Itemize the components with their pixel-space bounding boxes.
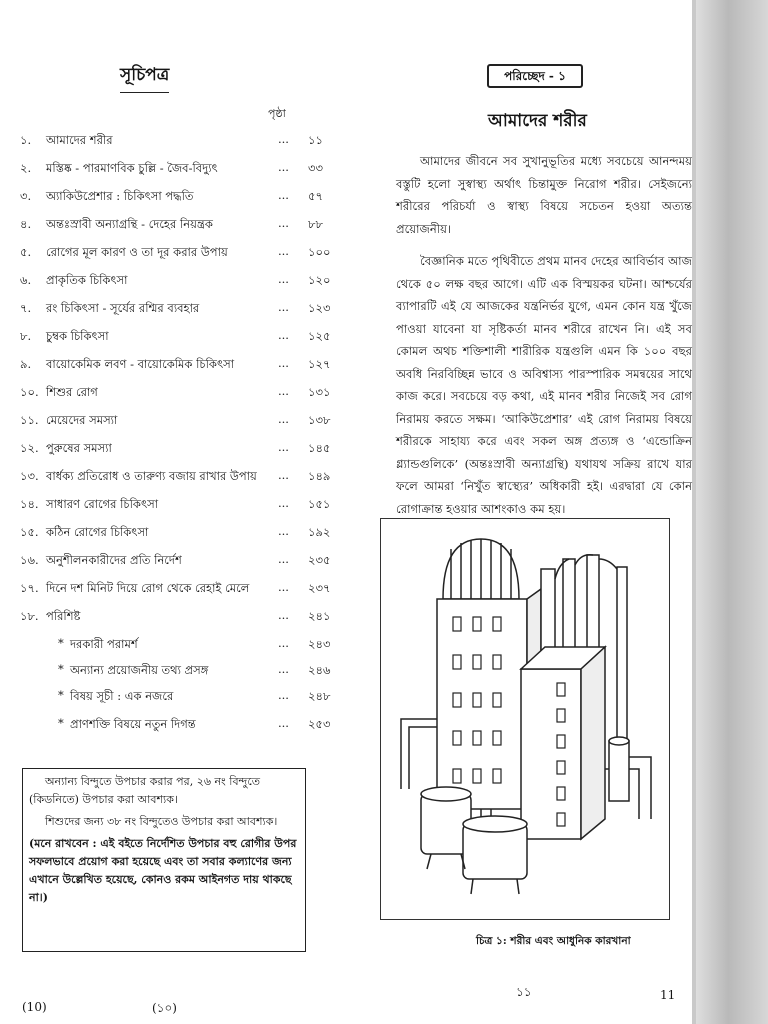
toc-entry-number: *: [58, 662, 64, 676]
toc-entry-number: ১২.: [20, 441, 39, 455]
toc-entry-page: ২৩৫: [308, 553, 331, 567]
toc-entry-title: বায়োকেমিক লবণ - বায়োকেমিক চিকিৎসা: [46, 357, 235, 371]
toc-entry-leader: ...: [278, 552, 289, 566]
toc-entry-number: ১৭.: [20, 581, 39, 595]
toc-entry-title: অন্যান্য প্রয়োজনীয় তথ্য প্রসঙ্গ: [70, 663, 209, 677]
toc-entry-title: আমাদের শরীর: [46, 133, 113, 147]
toc-entry-number: ৯.: [20, 357, 32, 371]
toc-entry: [20, 384, 331, 404]
toc-entry-page: ২৪৮: [308, 689, 331, 703]
chapter-title: আমাদের শরীর: [488, 111, 587, 131]
toc-entry-leader: ...: [278, 272, 289, 286]
toc-entry-title: বিষয় সূচী : এক নজরে: [70, 689, 174, 703]
toc-entry-number: ১৮.: [20, 609, 39, 623]
toc-entry-number: ১৪.: [20, 497, 39, 511]
chapter-para-2: বৈজ্ঞানিক মতে পৃথিবীতে প্রথম মানব দেহের আবির্ভাব আজ থেকে ৫০ লক্ষ বছর আগে। এটি এক বিস্ময়কর ঘটনা। আশ্চর্যের ব্যাপারটি এই যে আজকের যন্ত্রনির্ভর যুগে, এমন কোন যন্ত্র খুঁজে পাওয়া যাবেনা যা সৃষ্টিকর্তা মানব শরীরে রাখেন নি। এই সব কোমল অথচ শক্তিশালী শারীরিক যন্ত্রগুলি এমন কি ১০০ বছর অবধি নিরবিচ্ছিন্ন ভাবে ও অবিশ্বাস্য পারস্পারিক সমন্বয়ের সাথে কাজ করে। সবচেয়ে বড় কথা, এই মানব শরীর নিজেই সব রোগ নিরাময় করতে সক্ষম। ‘আকিউপ্রেশার’ এই রোগ নিরাময় বিষয়ে শরীরকে সাহায্য করে এবং সকল অঙ্গ প্রত্যঙ্গ ও ‘এন্ডোক্রিন গ্ল্যান্ডগুলিকে’ (অন্তঃস্রাবী অন্যাগ্রন্থি) যথাযথ সক্রিয় রাখে যার ফলে আমরা ‘নিখুঁত স্বাস্থ্যের’ অধিকারী হই। এরদ্বারা যে কোন রোগাক্রান্ত হওয়ার আশংকাও কম হয়।: [396, 254, 692, 516]
toc-entry-page: ১৩১: [308, 385, 331, 399]
toc-entry-leader: ...: [278, 216, 289, 230]
figure-caption: চিত্র ১: শরীর এবং আধুনিক কারখানা: [476, 935, 631, 947]
toc-entry-number: *: [58, 716, 64, 730]
toc-entry-title: চুম্বক চিকিৎসা: [46, 329, 109, 343]
toc-entry: [20, 244, 331, 264]
page-edge: [696, 0, 768, 1024]
toc-entry-leader: ...: [278, 524, 289, 538]
toc-list: [20, 132, 331, 762]
toc-entry-title: মেয়েদের সমস্যা: [46, 413, 118, 427]
toc-entry-title: সাধারণ রোগের চিকিৎসা: [46, 497, 159, 511]
toc-entry-number: ২.: [20, 161, 32, 175]
toc-entry-leader: ...: [278, 468, 289, 482]
toc-entry-number: ১.: [20, 133, 32, 147]
footer-left-bengali: (১০): [152, 1001, 177, 1015]
toc-entry-leader: ...: [278, 188, 289, 202]
toc-entry-title: প্রাণশক্তি বিষয়ে নতুন দিগন্ত: [70, 717, 196, 731]
toc-entry: [20, 356, 331, 376]
toc-entry-page: ১৩৮: [308, 413, 331, 427]
toc-entry-title: দরকারী পরামর্শ: [70, 637, 138, 651]
toc-entry-number: ৭.: [20, 301, 32, 315]
footer-right-arabic: 11: [660, 988, 676, 1002]
toc-entry-page: ১২৭: [308, 357, 331, 371]
toc-entry: [20, 636, 331, 656]
toc-entry-leader: ...: [278, 384, 289, 398]
toc-entry: [20, 412, 331, 432]
toc-entry-title: অন্তঃস্রাবী অন্যাগ্রন্থি - দেহের নিয়ন্ত্রক: [46, 217, 213, 231]
toc-entry-leader: ...: [278, 300, 289, 314]
toc-entry-page: ১৪৯: [308, 469, 331, 483]
footer-right-bengali: ১১: [516, 985, 532, 999]
toc-entry-leader: ...: [278, 132, 289, 146]
toc-entry-title: রোগের মূল কারণ ও তা দূর করার উপায়: [46, 245, 228, 259]
toc-entry: [20, 608, 331, 628]
toc-entry: [20, 216, 323, 236]
toc-entry-title: মস্তিষ্ক - পারমাণবিক চুল্লি - জৈব-বিদ্যুৎ: [46, 161, 218, 175]
toc-entry-title: পরিশিষ্ট: [46, 609, 81, 623]
toc-entry-page: ১২৫: [308, 329, 331, 343]
toc-entry-title: অনুশীলনকারীদের প্রতি নির্দেশ: [46, 553, 182, 567]
toc-entry: [20, 328, 331, 348]
toc-entry-leader: ...: [278, 496, 289, 510]
factory-drawing: [381, 519, 669, 919]
toc-entry-leader: ...: [278, 580, 289, 594]
footer-left-arabic: (10): [22, 1000, 47, 1014]
toc-entry-title: কঠিন রোগের চিকিৎসা: [46, 525, 149, 539]
note-para-2: শিশুদের জন্য ৩৮ নং বিন্দুতেও উপচার করা আবশ্যক।: [45, 815, 278, 828]
toc-entry-number: ১৩.: [20, 469, 39, 483]
toc-entry-title: প্রাকৃতিক চিকিৎসা: [46, 273, 128, 287]
toc-entry: [20, 552, 331, 572]
toc-entry: [20, 272, 331, 292]
note-para-3: (মনে রাখবেন : এই বইতে নির্দেশিত উপচার বহু রোগীর উপর সফলভাবে প্রয়োগ করা হয়েছে এবং তা সবার কল্যাণের জন্য এখানে উল্লেখিত হয়েছে, কোনও রকম আইনগত দায় থাকছে না।): [29, 837, 297, 904]
toc-entry-number: *: [58, 688, 64, 702]
toc-entry: [20, 716, 331, 736]
toc-entry-number: ৮.: [20, 329, 32, 343]
toc-entry: [20, 662, 331, 682]
chapter-body: [396, 150, 692, 530]
toc-entry-leader: ...: [278, 688, 289, 702]
toc-entry-page: ২৩৭: [308, 581, 331, 595]
toc-entry-number: ১১.: [20, 413, 39, 427]
toc-entry-number: ১৫.: [20, 525, 39, 539]
toc-entry: [20, 440, 331, 460]
note-box: [22, 768, 306, 952]
toc-entry-number: ৬.: [20, 273, 32, 287]
toc-entry-page: ৮৮: [308, 217, 323, 231]
note-para-1: অন্যান্য বিন্দুতে উপচার করার পর, ২৬ নং বিন্দুতে (কিডনিতে) উপচার করা আবশ্যক।: [29, 775, 261, 806]
toc-entry-leader: ...: [278, 716, 289, 730]
toc-entry-number: *: [58, 636, 64, 650]
toc-entry: [20, 524, 331, 544]
toc-entry-page: ১৫১: [308, 497, 331, 511]
chapter-label: পরিচ্ছেদ - ১: [487, 64, 583, 88]
toc-entry: [20, 468, 331, 488]
toc-entry-number: ৪.: [20, 217, 32, 231]
toc-entry-title: শিশুর রোগ: [46, 385, 98, 399]
toc-entry: [20, 300, 331, 320]
toc-entry-page: ১০০: [308, 245, 331, 259]
toc-entry-leader: ...: [278, 244, 289, 258]
toc-entry: [20, 188, 323, 208]
toc-entry-title: অ্যাকিউপ্রেশার : চিকিৎসা পদ্ধতি: [46, 189, 194, 203]
toc-entry-title: পুরুষের সমস্যা: [46, 441, 112, 455]
toc-entry: [20, 132, 323, 152]
toc-entry-leader: ...: [278, 440, 289, 454]
toc-entry-title: বার্ধক্য প্রতিরোধ ও তারুণ্য বজায় রাখার উপায়: [46, 469, 257, 483]
toc-entry-leader: ...: [278, 160, 289, 174]
toc-entry-leader: ...: [278, 356, 289, 370]
toc-title: সূচিপত্র: [120, 62, 169, 93]
toc-entry-page: ২৫৩: [308, 717, 331, 731]
toc-entry-title: রং চিকিৎসা - সূর্যের রশ্মির ব্যবহার: [46, 301, 200, 315]
toc-entry-page: ৩৩: [308, 161, 323, 175]
toc-entry-page: ১২৩: [308, 301, 331, 315]
toc-entry-leader: ...: [278, 412, 289, 426]
toc-entry: [20, 160, 323, 180]
toc-entry-leader: ...: [278, 662, 289, 676]
toc-entry-number: ৫.: [20, 245, 32, 259]
toc-entry: [20, 496, 331, 516]
factory-illustration: [380, 518, 670, 920]
toc-entry-page: ১৪৫: [308, 441, 331, 455]
toc-entry-page: ৫৭: [308, 189, 323, 203]
toc-entry-page: ১৯২: [308, 525, 331, 539]
toc-entry-leader: ...: [278, 608, 289, 622]
chapter-para-1: আমাদের জীবনে সব সুখানুভূতির মধ্যে সবচেয়ে আনন্দময় বস্তুটি হলো সুস্বাস্থ্য অর্থাৎ চিন্তামুক্ত নিরোগ শরীর। সেইজন্যে শরীরের পরিচর্যা ও স্বাস্থ্য বিষয়ে সচেতন হওয়া অত্যন্ত প্রয়োজনীয়।: [396, 154, 692, 236]
toc-entry-page: ১১: [308, 133, 323, 147]
toc-entry-page: ২৪৩: [308, 637, 331, 651]
toc-entry-leader: ...: [278, 636, 289, 650]
toc-entry-leader: ...: [278, 328, 289, 342]
toc-entry-page: ১২০: [308, 273, 331, 287]
toc-page-header: পৃষ্ঠা: [268, 107, 286, 120]
toc-entry-number: ১০.: [20, 385, 39, 399]
toc-entry-number: ৩.: [20, 189, 32, 203]
toc-entry-number: ১৬.: [20, 553, 39, 567]
toc-entry-title: দিনে দশ মিনিট দিয়ে রোগ থেকে রেহাই মেলে: [46, 581, 250, 595]
toc-entry-page: ২৪১: [308, 609, 331, 623]
toc-entry: [20, 580, 331, 600]
toc-entry-page: ২৪৬: [308, 663, 331, 677]
toc-entry: [20, 688, 331, 708]
